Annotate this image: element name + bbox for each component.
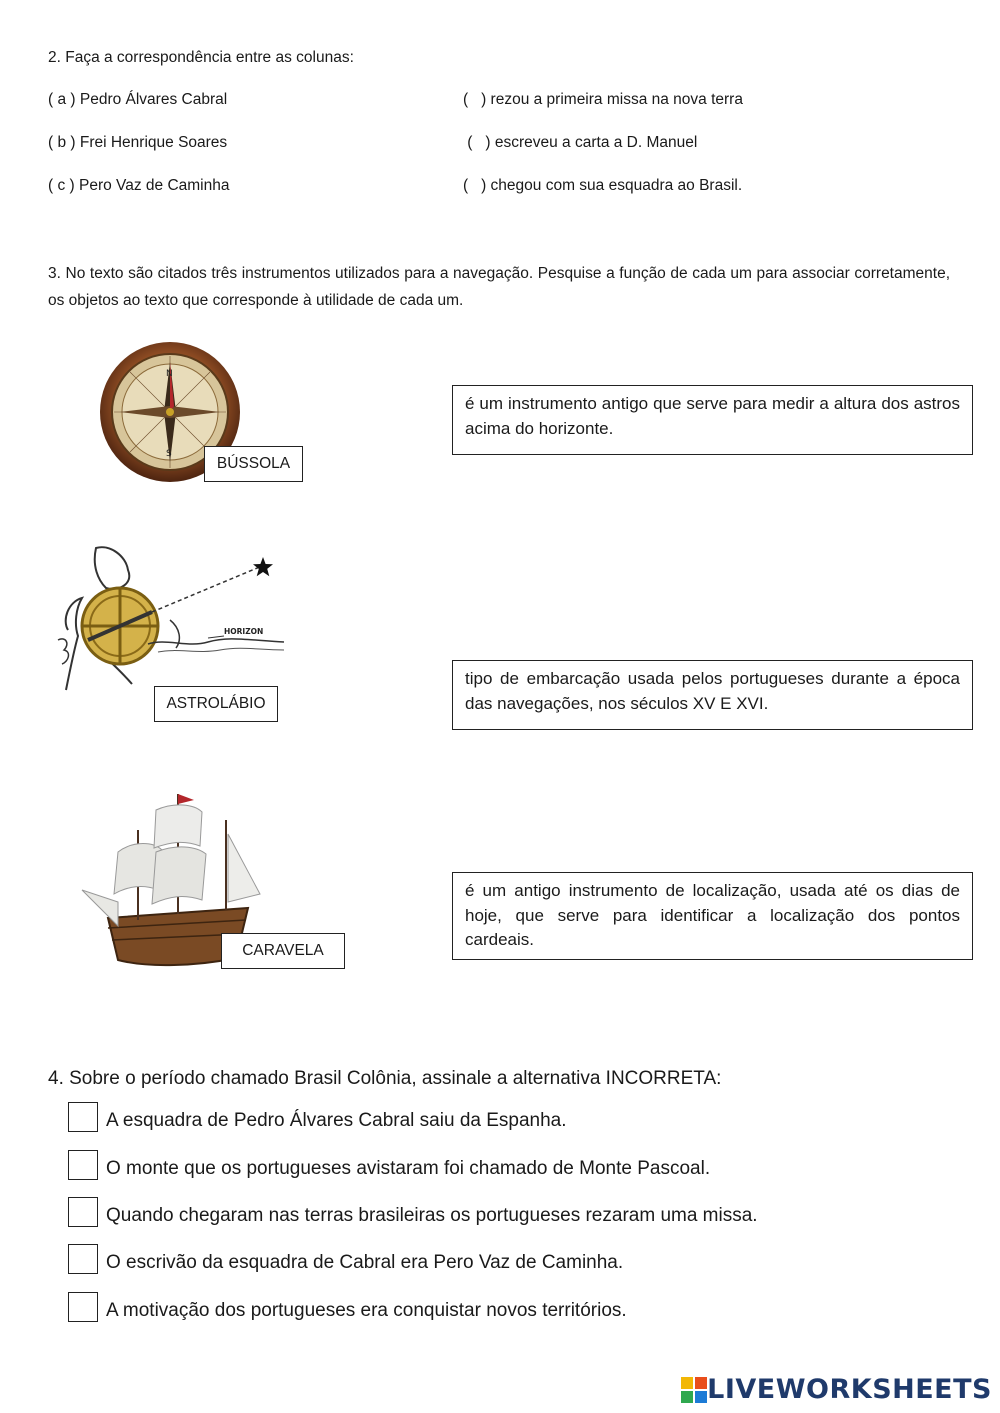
q4-option-5-checkbox[interactable] bbox=[68, 1292, 98, 1322]
q4-option-2-label: O monte que os portugueses avistaram foi chamado de Monte Pascoal. bbox=[106, 1158, 711, 1179]
description-box-2[interactable]: tipo de embarcação usada pelos portugueses durante a época das navegações, nos séculos XV E XVI. bbox=[452, 660, 973, 730]
horizon-label: HORIZON bbox=[224, 627, 264, 636]
q3-instructions: 3. No texto são citados três instrumentos utilizados para a navegação. Pesquise a função de cada um para associar corretamente, os objetos ao texto que corresponde à utilidade de cada um. bbox=[48, 265, 950, 309]
q4-option-5-label: A motivação dos portugueses era conquistar novos territórios. bbox=[106, 1300, 627, 1321]
liveworksheets-logo-icon bbox=[681, 1377, 707, 1403]
q2-title: 2. Faça a correspondência entre as colunas: bbox=[48, 49, 354, 66]
q4-option-4-checkbox[interactable] bbox=[68, 1244, 98, 1274]
q2-right-item-1[interactable]: ( ) rezou a primeira missa na nova terra bbox=[463, 91, 743, 108]
q4-option-5 bbox=[68, 1288, 627, 1322]
liveworksheets-logo[interactable] bbox=[681, 1374, 992, 1405]
q2-right-item-2[interactable]: ( ) escreveu a carta a D. Manuel bbox=[463, 134, 698, 151]
star-icon bbox=[252, 556, 274, 578]
q4-option-1 bbox=[68, 1098, 567, 1132]
logo-text: LIVEWORKSHEETS bbox=[707, 1374, 992, 1405]
q4-option-2 bbox=[68, 1146, 710, 1180]
q4-option-1-label: A esquadra de Pedro Álvares Cabral saiu da Espanha. bbox=[106, 1110, 567, 1131]
label-astrolabio: ASTROLÁBIO bbox=[154, 686, 278, 722]
q4-option-3-checkbox[interactable] bbox=[68, 1197, 98, 1227]
description-box-1[interactable]: é um instrumento antigo que serve para medir a altura dos astros acima do horizonte. bbox=[452, 385, 973, 455]
label-bussola: BÚSSOLA bbox=[204, 446, 303, 482]
q2-right-item-3[interactable]: ( ) chegou com sua esquadra ao Brasil. bbox=[463, 177, 743, 194]
svg-text:N: N bbox=[166, 369, 173, 379]
q2-left-item-a: ( a ) Pedro Álvares Cabral bbox=[48, 91, 228, 108]
svg-text:S: S bbox=[166, 449, 172, 459]
q4-option-2-checkbox[interactable] bbox=[68, 1150, 98, 1180]
q4-option-4-label: O escrivão da esquadra de Cabral era Pero Vaz de Caminha. bbox=[106, 1252, 624, 1273]
q2-left-item-b: ( b ) Frei Henrique Soares bbox=[48, 134, 228, 151]
q4-option-3-label: Quando chegaram nas terras brasileiras os portugueses rezaram uma missa. bbox=[106, 1205, 758, 1226]
description-box-3[interactable]: é um antigo instrumento de localização, usada até os dias de hoje, que serve para identificar a localização dos pontos cardeais. bbox=[452, 872, 973, 960]
q2-left-item-c: ( c ) Pero Vaz de Caminha bbox=[48, 177, 230, 194]
q4-option-4 bbox=[68, 1240, 623, 1274]
q4-option-3 bbox=[68, 1193, 758, 1227]
q4-option-1-checkbox[interactable] bbox=[68, 1102, 98, 1132]
label-caravela: CARAVELA bbox=[221, 933, 345, 969]
q4-title: 4. Sobre o período chamado Brasil Colônia, assinale a alternativa INCORRETA: bbox=[48, 1068, 722, 1089]
